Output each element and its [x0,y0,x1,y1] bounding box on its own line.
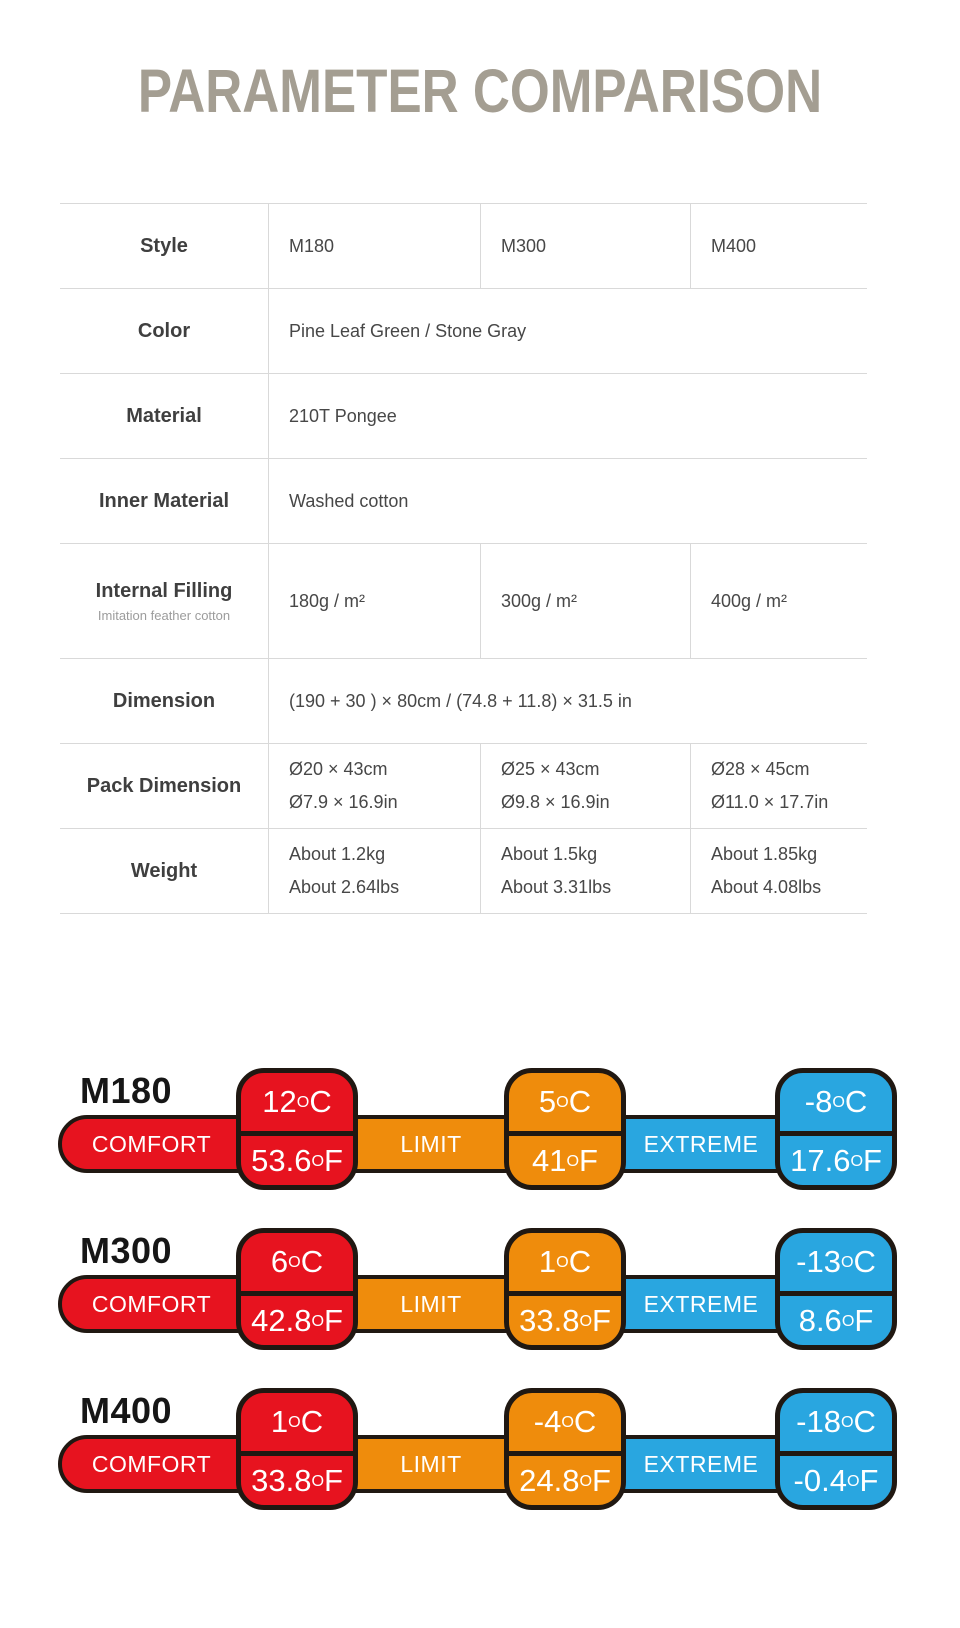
row-label: Inner Material [98,489,230,512]
comfort-bar [58,1115,245,1173]
limit-bar [350,1435,512,1493]
pack-cm: Ø20 × 43cm [289,759,388,779]
limit-temp-box [504,1068,626,1190]
limit-fahrenheit: 24.8 O F [519,1462,611,1498]
extreme-fahrenheit: 17.6 O F [790,1142,882,1178]
comfort-celsius: 12 O C [262,1084,332,1119]
table-row-style [60,204,867,289]
extreme-bar-label: EXTREME [643,1130,759,1157]
weight-kg: About 1.85kg [711,844,818,864]
pack-in: Ø11.0 × 17.7in [711,792,829,812]
row-label: Color [137,319,191,342]
cell-style-m300: M300 [480,204,690,288]
extreme-bar-label: EXTREME [643,1290,759,1317]
table-row-weight [60,829,867,914]
row-label: Weight [130,859,198,882]
cell-inner-material: Washed cotton [268,459,867,543]
cell-filling-m300: 300g / m² [480,544,690,658]
comfort-bar [58,1275,245,1333]
table-row-pack-dimension [60,744,867,829]
limit-bar-label: LIMIT [400,1290,462,1317]
comfort-fahrenheit: 53.6 O F [251,1142,343,1178]
cell-color: Pine Leaf Green / Stone Gray [268,289,867,373]
cell-style-m180: M180 [268,204,480,288]
comfort-celsius: 6 O C [270,1244,324,1279]
pack-in: Ø7.9 × 16.9in [289,792,398,812]
comfort-temp-box [236,1068,358,1190]
extreme-fahrenheit: -0.4 O F [793,1462,879,1498]
cell-weight-m180 [268,829,480,913]
extreme-celsius: -18 O C [796,1404,876,1439]
limit-celsius: 5 O C [538,1084,592,1119]
comfort-fahrenheit: 33.8 O F [251,1462,343,1498]
extreme-bar [620,1115,782,1173]
extreme-temp-box [775,1228,897,1350]
table-row-material [60,374,867,459]
row-label: Internal Filling [95,579,233,602]
cell-pack-m180 [268,744,480,828]
limit-fahrenheit: 33.8 O F [519,1302,611,1338]
row-label: Dimension [112,689,216,712]
row-label: Style [140,234,188,257]
limit-celsius: -4 O C [533,1404,597,1439]
extreme-temp-box [775,1068,897,1190]
cell-filling-m400: 400g / m² [690,544,867,658]
extreme-fahrenheit: 8.6 O F [798,1302,874,1338]
limit-bar-label: LIMIT [400,1450,462,1477]
limit-bar [350,1275,512,1333]
comfort-temp-box [236,1388,358,1510]
weight-lbs: About 3.31lbs [501,877,612,897]
model-label: M300 [80,1230,173,1271]
comfort-temp-box [236,1228,358,1350]
weight-kg: About 1.5kg [501,844,598,864]
weight-lbs: About 2.64lbs [289,877,400,897]
limit-celsius: 1 O C [538,1244,592,1279]
row-label-group [60,544,268,658]
pack-in: Ø9.8 × 16.9in [501,792,610,812]
cell-style-m400: M400 [690,204,867,288]
extreme-celsius: -8 O C [804,1084,868,1119]
table-row-dimension [60,659,867,744]
weight-lbs: About 4.08lbs [711,877,822,897]
row-label: Pack Dimension [86,774,242,797]
extreme-celsius: -13 O C [796,1244,876,1279]
comfort-bar [58,1435,245,1493]
row-label: Material [126,404,202,427]
table-row-inner-material [60,459,867,544]
table-row-internal-filling [60,544,867,659]
extreme-temp-box [775,1388,897,1510]
temp-chart-m400 [0,1388,960,1510]
cell-pack-m300 [480,744,690,828]
pack-cm: Ø25 × 43cm [501,759,600,779]
temp-chart-m180 [0,1068,960,1190]
limit-temp-box [504,1388,626,1510]
comfort-bar-label: COMFORT [91,1450,212,1477]
weight-kg: About 1.2kg [289,844,386,864]
model-label: M180 [80,1070,173,1111]
model-label: M400 [80,1390,173,1431]
row-sublabel: Imitation feather cotton [97,607,231,623]
limit-fahrenheit: 41 O F [532,1142,598,1178]
limit-bar [350,1115,512,1173]
cell-weight-m400 [690,829,867,913]
comfort-bar-label: COMFORT [91,1290,212,1317]
cell-dimension: (190 + 30 ) × 80cm / (74.8 + 11.8) × 31.5 in [268,659,867,743]
limit-temp-box [504,1228,626,1350]
pack-cm: Ø28 × 45cm [711,759,810,779]
cell-pack-m400 [690,744,867,828]
comfort-celsius: 1 O C [270,1404,324,1439]
comfort-fahrenheit: 42.8 O F [251,1302,343,1338]
spec-table [60,203,867,914]
cell-filling-m180: 180g / m² [268,544,480,658]
cell-material: 210T Pongee [268,374,867,458]
table-row-color [60,289,867,374]
comfort-bar-label: COMFORT [91,1130,212,1157]
cell-weight-m300 [480,829,690,913]
extreme-bar [620,1275,782,1333]
extreme-bar [620,1435,782,1493]
extreme-bar-label: EXTREME [643,1450,759,1477]
temp-chart-m300 [0,1228,960,1350]
page-title: PARAMETER COMPARISON [137,57,823,125]
limit-bar-label: LIMIT [400,1130,462,1157]
